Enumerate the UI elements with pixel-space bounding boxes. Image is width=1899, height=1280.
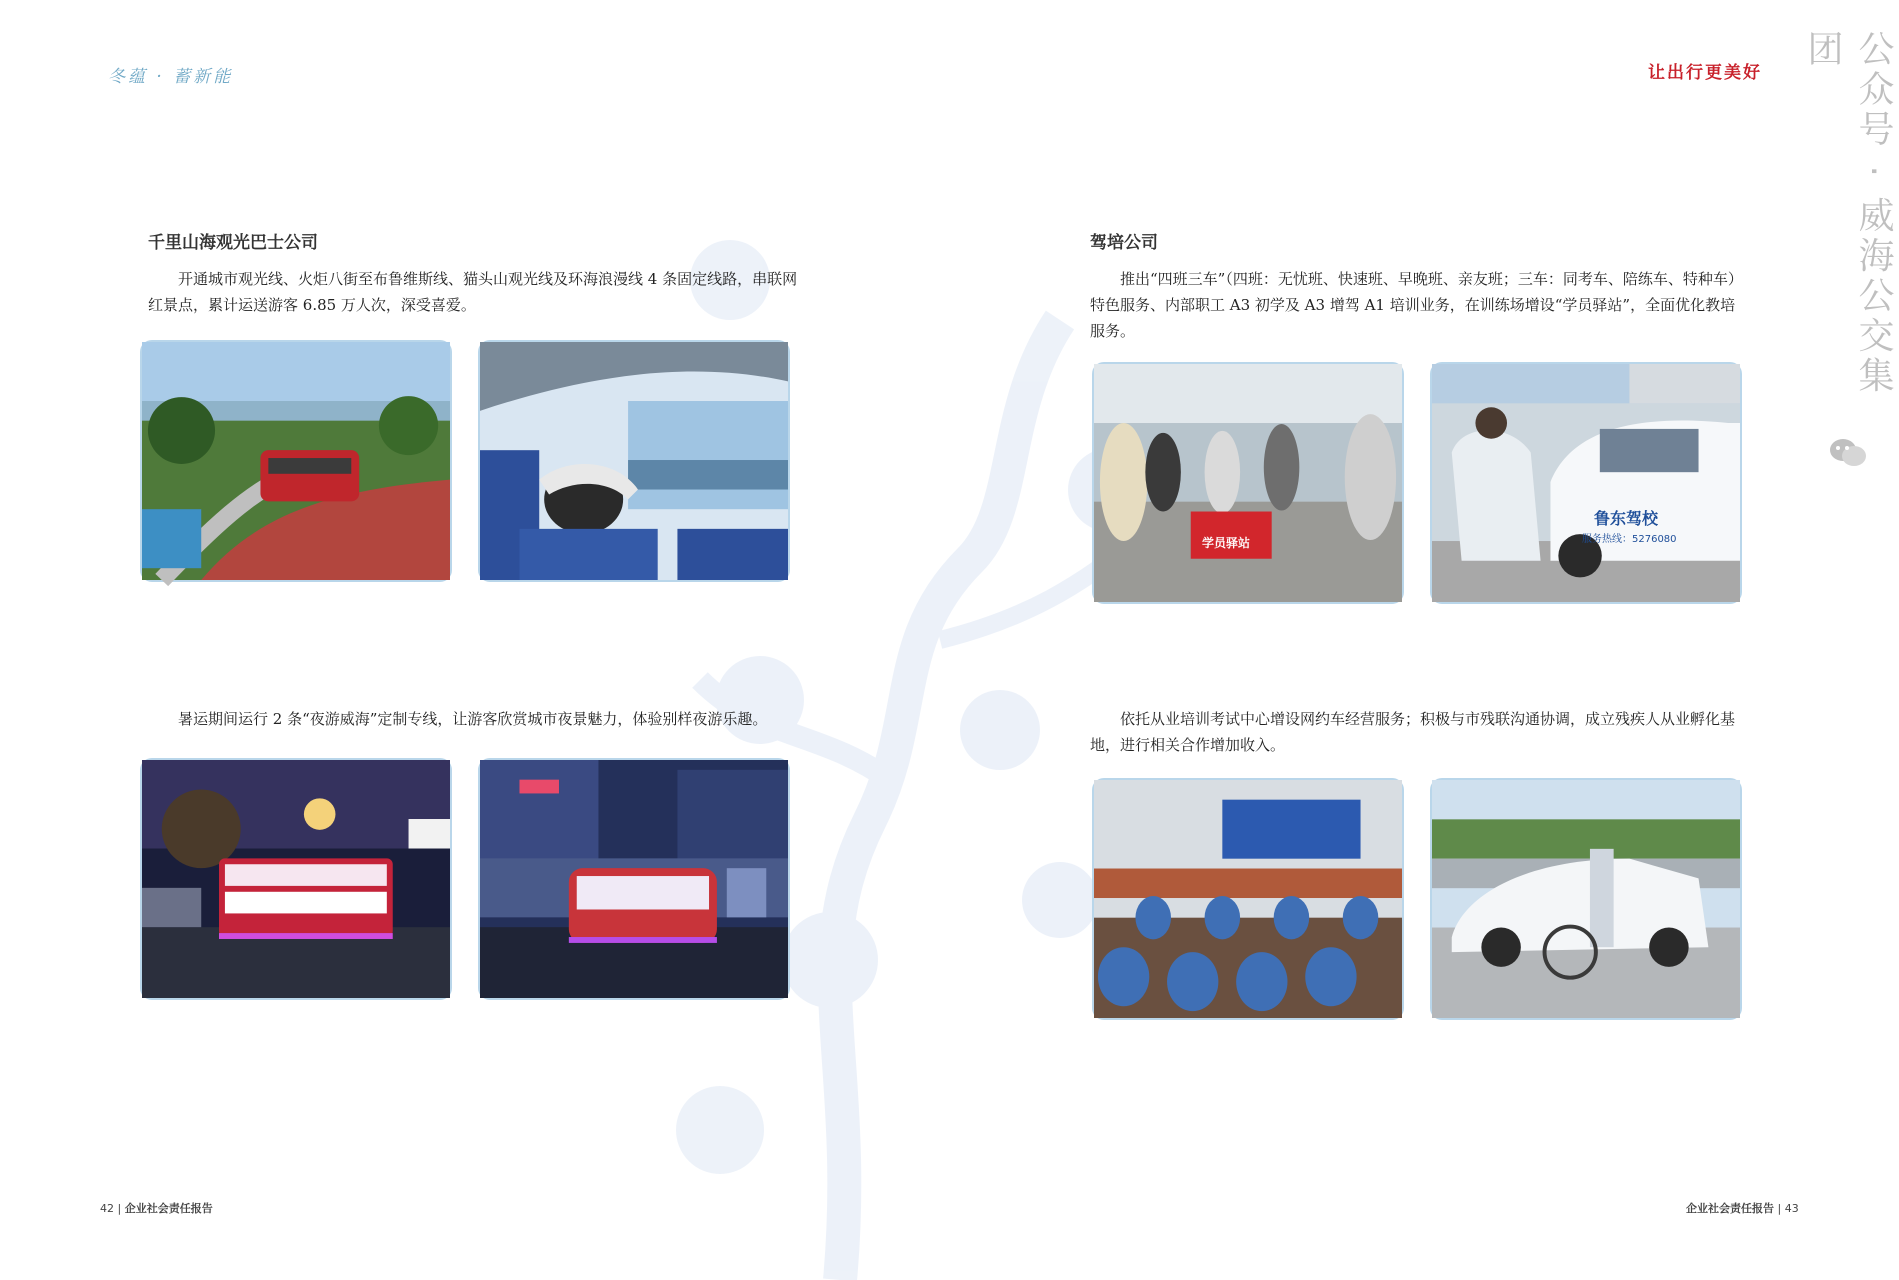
paragraph-night-tour: 暑运期间运行 2 条“夜游威海”定制专线，让游客欣赏城市夜景魅力，体验别样夜游乐趣。 [178,710,768,728]
photo-bus-interior [478,340,790,582]
photo-driving-school-car [1430,362,1742,604]
photo-coastal-bus [140,340,452,582]
side-account-label [1802,30,1894,470]
footer-label-left: 企业社会责任报告 [124,1202,213,1215]
photo-student-station [1092,362,1404,604]
paragraph-driving-school: 推出“四班三车”（四班：无忧班、快速班、早晚班、亲友班；三车：同考车、陪练车、特种车）特色服务、内部职工 A3 初学及 A3 增驾 A1 培训业务，在训练场增设“学员驿站”，全面优化教培服务。 [1090,270,1743,340]
footer-left [100,1200,213,1216]
footer-separator-right: | [1777,1202,1785,1215]
photo-night-double-decker [140,758,452,1000]
footer-separator-left: | [117,1202,125,1215]
photo-accessible-car [1430,778,1742,1020]
photo-meeting-room [1092,778,1404,1020]
wechat-icon [1828,436,1868,470]
car-brand-label: 鲁东驾校 [1594,509,1659,528]
footer-right [1686,1200,1799,1216]
side-label-text: 公众号 · 威海公交集团 [1802,30,1894,397]
header-brand-right: 让出行更美好 [1648,63,1762,83]
section-title-sightseeing: 千里山海观光巴士公司 [148,233,318,253]
photo-night-city-bus [478,758,790,1000]
section-title-driving-school: 驾培公司 [1090,233,1158,253]
paragraph-ride-hailing: 依托从业培训考试中心增设网约车经营服务；积极与市残联沟通协调，成立残疾人从业孵化基地，进行相关合作增加收入。 [1090,710,1736,754]
header-brand-left: 冬蕴 · 蓄新能 [108,67,234,87]
car-phone-label: 服务热线：5276080 [1582,534,1677,545]
station-sign-label: 学员驿站 [1202,536,1251,550]
page-number-right: 43 [1784,1202,1799,1215]
paragraph-sightseeing: 开通城市观光线、火炬八街至布鲁维斯线、猫头山观光线及环海浪漫线 4 条固定线路，串联网红景点，累计运送游客 6.85 万人次，深受喜爱。 [148,270,798,314]
page-number-left: 42 [100,1202,114,1215]
footer-label-right: 企业社会责任报告 [1686,1202,1774,1215]
